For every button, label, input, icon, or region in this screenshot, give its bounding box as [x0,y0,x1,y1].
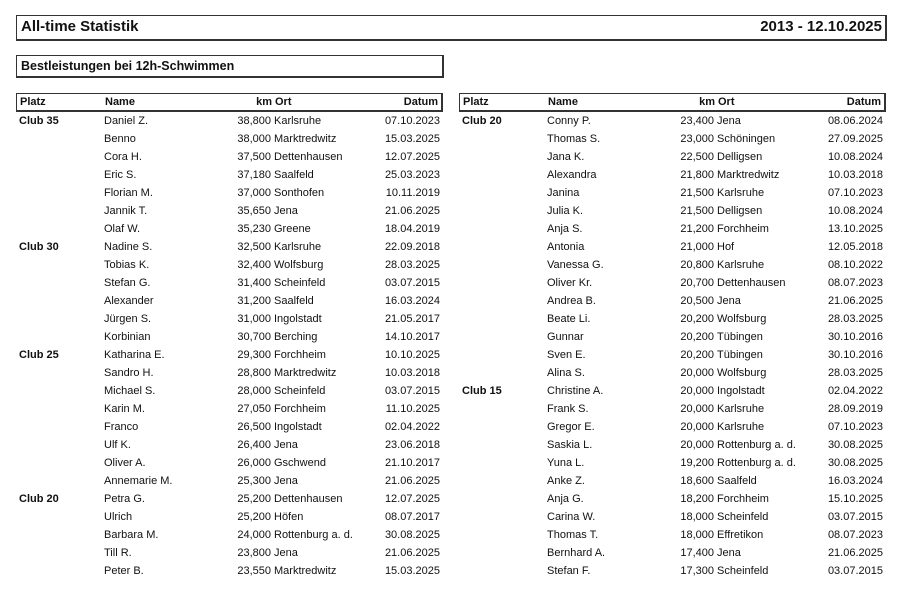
table-row [459,509,886,527]
location: Rottenburg a. d. [274,529,353,541]
date: 21.06.2025 [384,205,440,217]
right-results-table [459,93,886,581]
date: 23.06.2018 [384,439,440,451]
location: Gschwend [274,457,326,469]
swimmer-name: Anke Z. [547,475,585,487]
location: Delligsen [717,205,763,217]
table-row [16,419,443,437]
swimmer-name: Alexandra [547,169,597,181]
distance-km: 32,500 [237,241,271,253]
table-header [16,93,443,112]
location: Wolfsburg [717,313,767,325]
date: 10.08.2024 [827,205,883,217]
table-row [459,329,886,347]
table-row [459,563,886,581]
date: 10.03.2018 [827,169,883,181]
location: Saalfeld [274,295,314,307]
swimmer-name: Franco [104,421,139,433]
table-row [16,149,443,167]
column-header-platz: Platz [463,96,489,108]
swimmer-name: Ulf K. [104,439,131,451]
swimmer-name: Saskia L. [547,439,593,451]
date: 11.10.2025 [385,403,440,415]
table-row [459,347,886,365]
swimmer-name: Andrea B. [547,295,596,307]
distance-km: 18,000 [680,511,714,523]
section-subtitle-box [16,55,444,78]
distance-km: 18,000 [680,529,714,541]
table-body [16,112,443,581]
distance-km: 29,300 [237,349,271,361]
location: Tübingen [717,349,763,361]
club-category: Club 20 [19,493,59,505]
column-header-ort: Ort [275,96,292,108]
distance-km: 31,000 [237,313,271,325]
column-header-km: km [256,96,272,108]
location: Marktredwitz [717,169,780,181]
distance-km: 23,000 [680,133,714,145]
date: 07.10.2023 [827,187,883,199]
swimmer-name: Petra G. [104,493,145,505]
swimmer-name: Janina [547,187,580,199]
location: Delligsen [717,151,763,163]
distance-km: 26,500 [237,421,271,433]
date: 21.10.2017 [384,457,440,469]
table-row [459,527,886,545]
location: Dettenhausen [717,277,786,289]
table-row [459,473,886,491]
distance-km: 38,800 [237,115,271,127]
table-row [16,473,443,491]
distance-km: 20,200 [680,331,714,343]
date: 07.10.2023 [827,421,883,433]
column-header-ort: Ort [718,96,735,108]
swimmer-name: Alexander [104,295,154,307]
location: Scheinfeld [274,385,326,397]
swimmer-name: Antonia [547,241,585,253]
table-row [16,527,443,545]
date: 30.10.2016 [827,331,883,343]
date: 08.10.2022 [827,259,883,271]
distance-km: 20,200 [680,313,714,325]
location: Hof [717,241,735,253]
location: Ingolstadt [274,421,322,433]
location: Forchheim [717,223,769,235]
club-category: Club 15 [462,385,502,397]
swimmer-name: Nadine S. [104,241,153,253]
date: 28.03.2025 [827,313,883,325]
date: 03.07.2015 [827,565,883,577]
swimmer-name: Stefan F. [547,565,591,577]
date: 12.07.2025 [384,151,440,163]
column-header-platz: Platz [20,96,46,108]
table-row [16,455,443,473]
title-bar [16,15,887,41]
swimmer-name: Vanessa G. [547,259,604,271]
location: Karlsruhe [274,115,322,127]
location: Scheinfeld [717,565,769,577]
swimmer-name: Jana K. [547,151,585,163]
swimmer-name: Michael S. [104,385,156,397]
swimmer-name: Stefan G. [104,277,151,289]
table-row [16,167,443,185]
date: 07.10.2023 [384,115,440,127]
distance-km: 23,550 [237,565,271,577]
club-category: Club 35 [19,115,59,127]
table-row [16,185,443,203]
table-row [16,293,443,311]
date: 21.06.2025 [384,475,440,487]
swimmer-name: Gregor E. [547,421,595,433]
swimmer-name: Frank S. [547,403,589,415]
distance-km: 20,000 [680,385,714,397]
distance-km: 27,050 [237,403,271,415]
location: Berching [274,331,318,343]
distance-km: 20,500 [680,295,714,307]
location: Jena [717,547,741,559]
swimmer-name: Ulrich [104,511,133,523]
table-row [459,311,886,329]
date: 25.03.2023 [384,169,440,181]
date: 08.07.2023 [827,277,883,289]
location: Saalfeld [717,475,757,487]
swimmer-name: Till R. [104,547,132,559]
table-row [16,257,443,275]
date: 21.06.2025 [384,547,440,559]
table-row [16,491,443,509]
column-header-name: Name [548,96,578,108]
date: 28.03.2025 [384,259,440,271]
swimmer-name: Thomas S. [547,133,601,145]
location: Karlsruhe [717,259,765,271]
table-row [459,365,886,383]
swimmer-name: Annemarie M. [104,475,173,487]
swimmer-name: Gunnar [547,331,584,343]
swimmer-name: Olaf W. [104,223,141,235]
swimmer-name: Eric S. [104,169,137,181]
swimmer-name: Jürgen S. [104,313,152,325]
distance-km: 24,000 [237,529,271,541]
location: Karlsruhe [717,421,765,433]
table-row [16,311,443,329]
location: Jena [274,547,298,559]
date: 03.07.2015 [384,277,440,289]
date: 15.03.2025 [384,565,440,577]
date: 28.03.2025 [827,367,883,379]
left-results-table [16,93,443,581]
swimmer-name: Bernhard A. [547,547,606,559]
location: Karlsruhe [717,403,765,415]
location: Greene [274,223,311,235]
distance-km: 28,800 [237,367,271,379]
table-row [459,437,886,455]
swimmer-name: Barbara M. [104,529,159,541]
table-row [16,383,443,401]
location: Ingolstadt [274,313,322,325]
table-row [16,347,443,365]
swimmer-name: Oliver Kr. [547,277,593,289]
swimmer-name: Anja S. [547,223,583,235]
swimmer-name: Sandro H. [104,367,154,379]
distance-km: 17,400 [680,547,714,559]
location: Marktredwitz [274,133,337,145]
date: 10.11.2019 [385,187,440,199]
location: Sonthofen [274,187,325,199]
date: 08.07.2017 [384,511,440,523]
distance-km: 23,800 [237,547,271,559]
location: Dettenhausen [274,493,343,505]
distance-km: 20,800 [680,259,714,271]
location: Wolfsburg [274,259,324,271]
location: Marktredwitz [274,565,337,577]
swimmer-name: Cora H. [104,151,142,163]
table-row [459,455,886,473]
date: 21.06.2025 [827,295,883,307]
distance-km: 26,400 [237,439,271,451]
distance-km: 35,230 [237,223,271,235]
distance-km: 20,200 [680,349,714,361]
distance-km: 20,000 [680,421,714,433]
distance-km: 21,500 [680,205,714,217]
table-row [16,275,443,293]
date: 13.10.2025 [827,223,883,235]
table-row [459,293,886,311]
table-row [16,329,443,347]
swimmer-name: Karin M. [104,403,145,415]
distance-km: 18,600 [680,475,714,487]
swimmer-name: Tobias K. [104,259,150,271]
distance-km: 20,000 [680,439,714,451]
table-row [16,437,443,455]
swimmer-name: Julia K. [547,205,584,217]
table-row [16,239,443,257]
location: Tübingen [717,331,763,343]
swimmer-name: Korbinian [104,331,151,343]
table-row [16,131,443,149]
swimmer-name: Carina W. [547,511,596,523]
location: Scheinfeld [274,277,326,289]
distance-km: 21,200 [680,223,714,235]
distance-km: 20,700 [680,277,714,289]
table-row [459,113,886,131]
location: Rottenburg a. d. [717,457,796,469]
date: 30.08.2025 [827,439,883,451]
date: 22.09.2018 [384,241,440,253]
page-title: All-time Statistik [21,18,139,35]
table-row [16,203,443,221]
distance-km: 21,500 [680,187,714,199]
swimmer-name: Beate Li. [547,313,591,325]
table-row [459,167,886,185]
distance-km: 25,300 [237,475,271,487]
distance-km: 31,200 [237,295,271,307]
swimmer-name: Peter B. [104,565,144,577]
table-row [459,383,886,401]
swimmer-name: Oliver A. [104,457,146,469]
swimmer-name: Yuna L. [547,457,585,469]
table-row [459,419,886,437]
date: 21.05.2017 [384,313,440,325]
location: Forchheim [274,403,326,415]
column-header-datum: Datum [403,96,438,108]
table-row [459,401,886,419]
distance-km: 22,500 [680,151,714,163]
swimmer-name: Sven E. [547,349,586,361]
location: Jena [717,295,741,307]
location: Jena [274,205,298,217]
distance-km: 17,300 [680,565,714,577]
table-row [459,491,886,509]
club-category: Club 20 [462,115,502,127]
location: Jena [274,439,298,451]
swimmer-name: Alina S. [547,367,585,379]
distance-km: 35,650 [237,205,271,217]
date: 15.03.2025 [384,133,440,145]
location: Jena [274,475,298,487]
date: 03.07.2015 [384,385,440,397]
column-header-km: km [699,96,715,108]
table-row [459,221,886,239]
location: Karlsruhe [717,187,765,199]
column-header-name: Name [105,96,135,108]
distance-km: 32,400 [237,259,271,271]
date: 27.09.2025 [827,133,883,145]
distance-km: 23,400 [680,115,714,127]
table-row [459,131,886,149]
table-row [459,203,886,221]
table-row [459,257,886,275]
table-row [459,239,886,257]
distance-km: 18,200 [680,493,714,505]
date: 16.03.2024 [827,475,883,487]
location: Wolfsburg [717,367,767,379]
location: Forchheim [274,349,326,361]
date: 28.09.2019 [827,403,883,415]
date: 30.08.2025 [827,457,883,469]
date: 18.04.2019 [384,223,440,235]
date: 10.10.2025 [384,349,440,361]
column-header-datum: Datum [846,96,881,108]
swimmer-name: Benno [104,133,136,145]
distance-km: 37,500 [237,151,271,163]
distance-km: 31,400 [237,277,271,289]
location: Dettenhausen [274,151,343,163]
swimmer-name: Anja G. [547,493,584,505]
location: Schöningen [717,133,776,145]
distance-km: 37,180 [237,169,271,181]
table-row [459,275,886,293]
date: 30.10.2016 [827,349,883,361]
location: Effretikon [717,529,764,541]
table-row [16,401,443,419]
swimmer-name: Christine A. [547,385,604,397]
date: 08.06.2024 [827,115,883,127]
date: 15.10.2025 [827,493,883,505]
swimmer-name: Jannik T. [104,205,148,217]
distance-km: 20,000 [680,403,714,415]
location: Karlsruhe [274,241,322,253]
table-row [459,149,886,167]
distance-km: 28,000 [237,385,271,397]
distance-km: 25,200 [237,511,271,523]
date: 30.08.2025 [384,529,440,541]
distance-km: 21,800 [680,169,714,181]
club-category: Club 25 [19,349,59,361]
distance-km: 19,200 [680,457,714,469]
date: 14.10.2017 [384,331,440,343]
location: Ingolstadt [717,385,765,397]
date: 21.06.2025 [827,547,883,559]
date: 10.03.2018 [384,367,440,379]
table-header [459,93,886,112]
table-row [16,509,443,527]
table-row [459,185,886,203]
date: 10.08.2024 [827,151,883,163]
distance-km: 37,000 [237,187,271,199]
location: Rottenburg a. d. [717,439,796,451]
table-row [16,221,443,239]
table-row [16,365,443,383]
date: 08.07.2023 [827,529,883,541]
date: 12.05.2018 [827,241,883,253]
swimmer-name: Conny P. [547,115,591,127]
distance-km: 25,200 [237,493,271,505]
swimmer-name: Daniel Z. [104,115,149,127]
location: Scheinfeld [717,511,769,523]
swimmer-name: Thomas T. [547,529,599,541]
distance-km: 26,000 [237,457,271,469]
club-category: Club 30 [19,241,59,253]
table-row [16,113,443,131]
location: Saalfeld [274,169,314,181]
location: Jena [717,115,741,127]
date: 02.04.2022 [384,421,440,433]
date-range: 2013 - 12.10.2025 [760,18,882,35]
date: 02.04.2022 [827,385,883,397]
table-body [459,112,886,581]
location: Höfen [274,511,304,523]
distance-km: 20,000 [680,367,714,379]
table-row [16,563,443,581]
table-row [16,545,443,563]
swimmer-name: Florian M. [104,187,153,199]
section-subtitle: Bestleistungen bei 12h-Schwimmen [21,59,235,73]
distance-km: 30,700 [237,331,271,343]
date: 12.07.2025 [384,493,440,505]
distance-km: 21,000 [680,241,714,253]
swimmer-name: Katharina E. [104,349,165,361]
location: Forchheim [717,493,769,505]
table-row [459,545,886,563]
date: 16.03.2024 [384,295,440,307]
location: Marktredwitz [274,367,337,379]
date: 03.07.2015 [827,511,883,523]
distance-km: 38,000 [237,133,271,145]
